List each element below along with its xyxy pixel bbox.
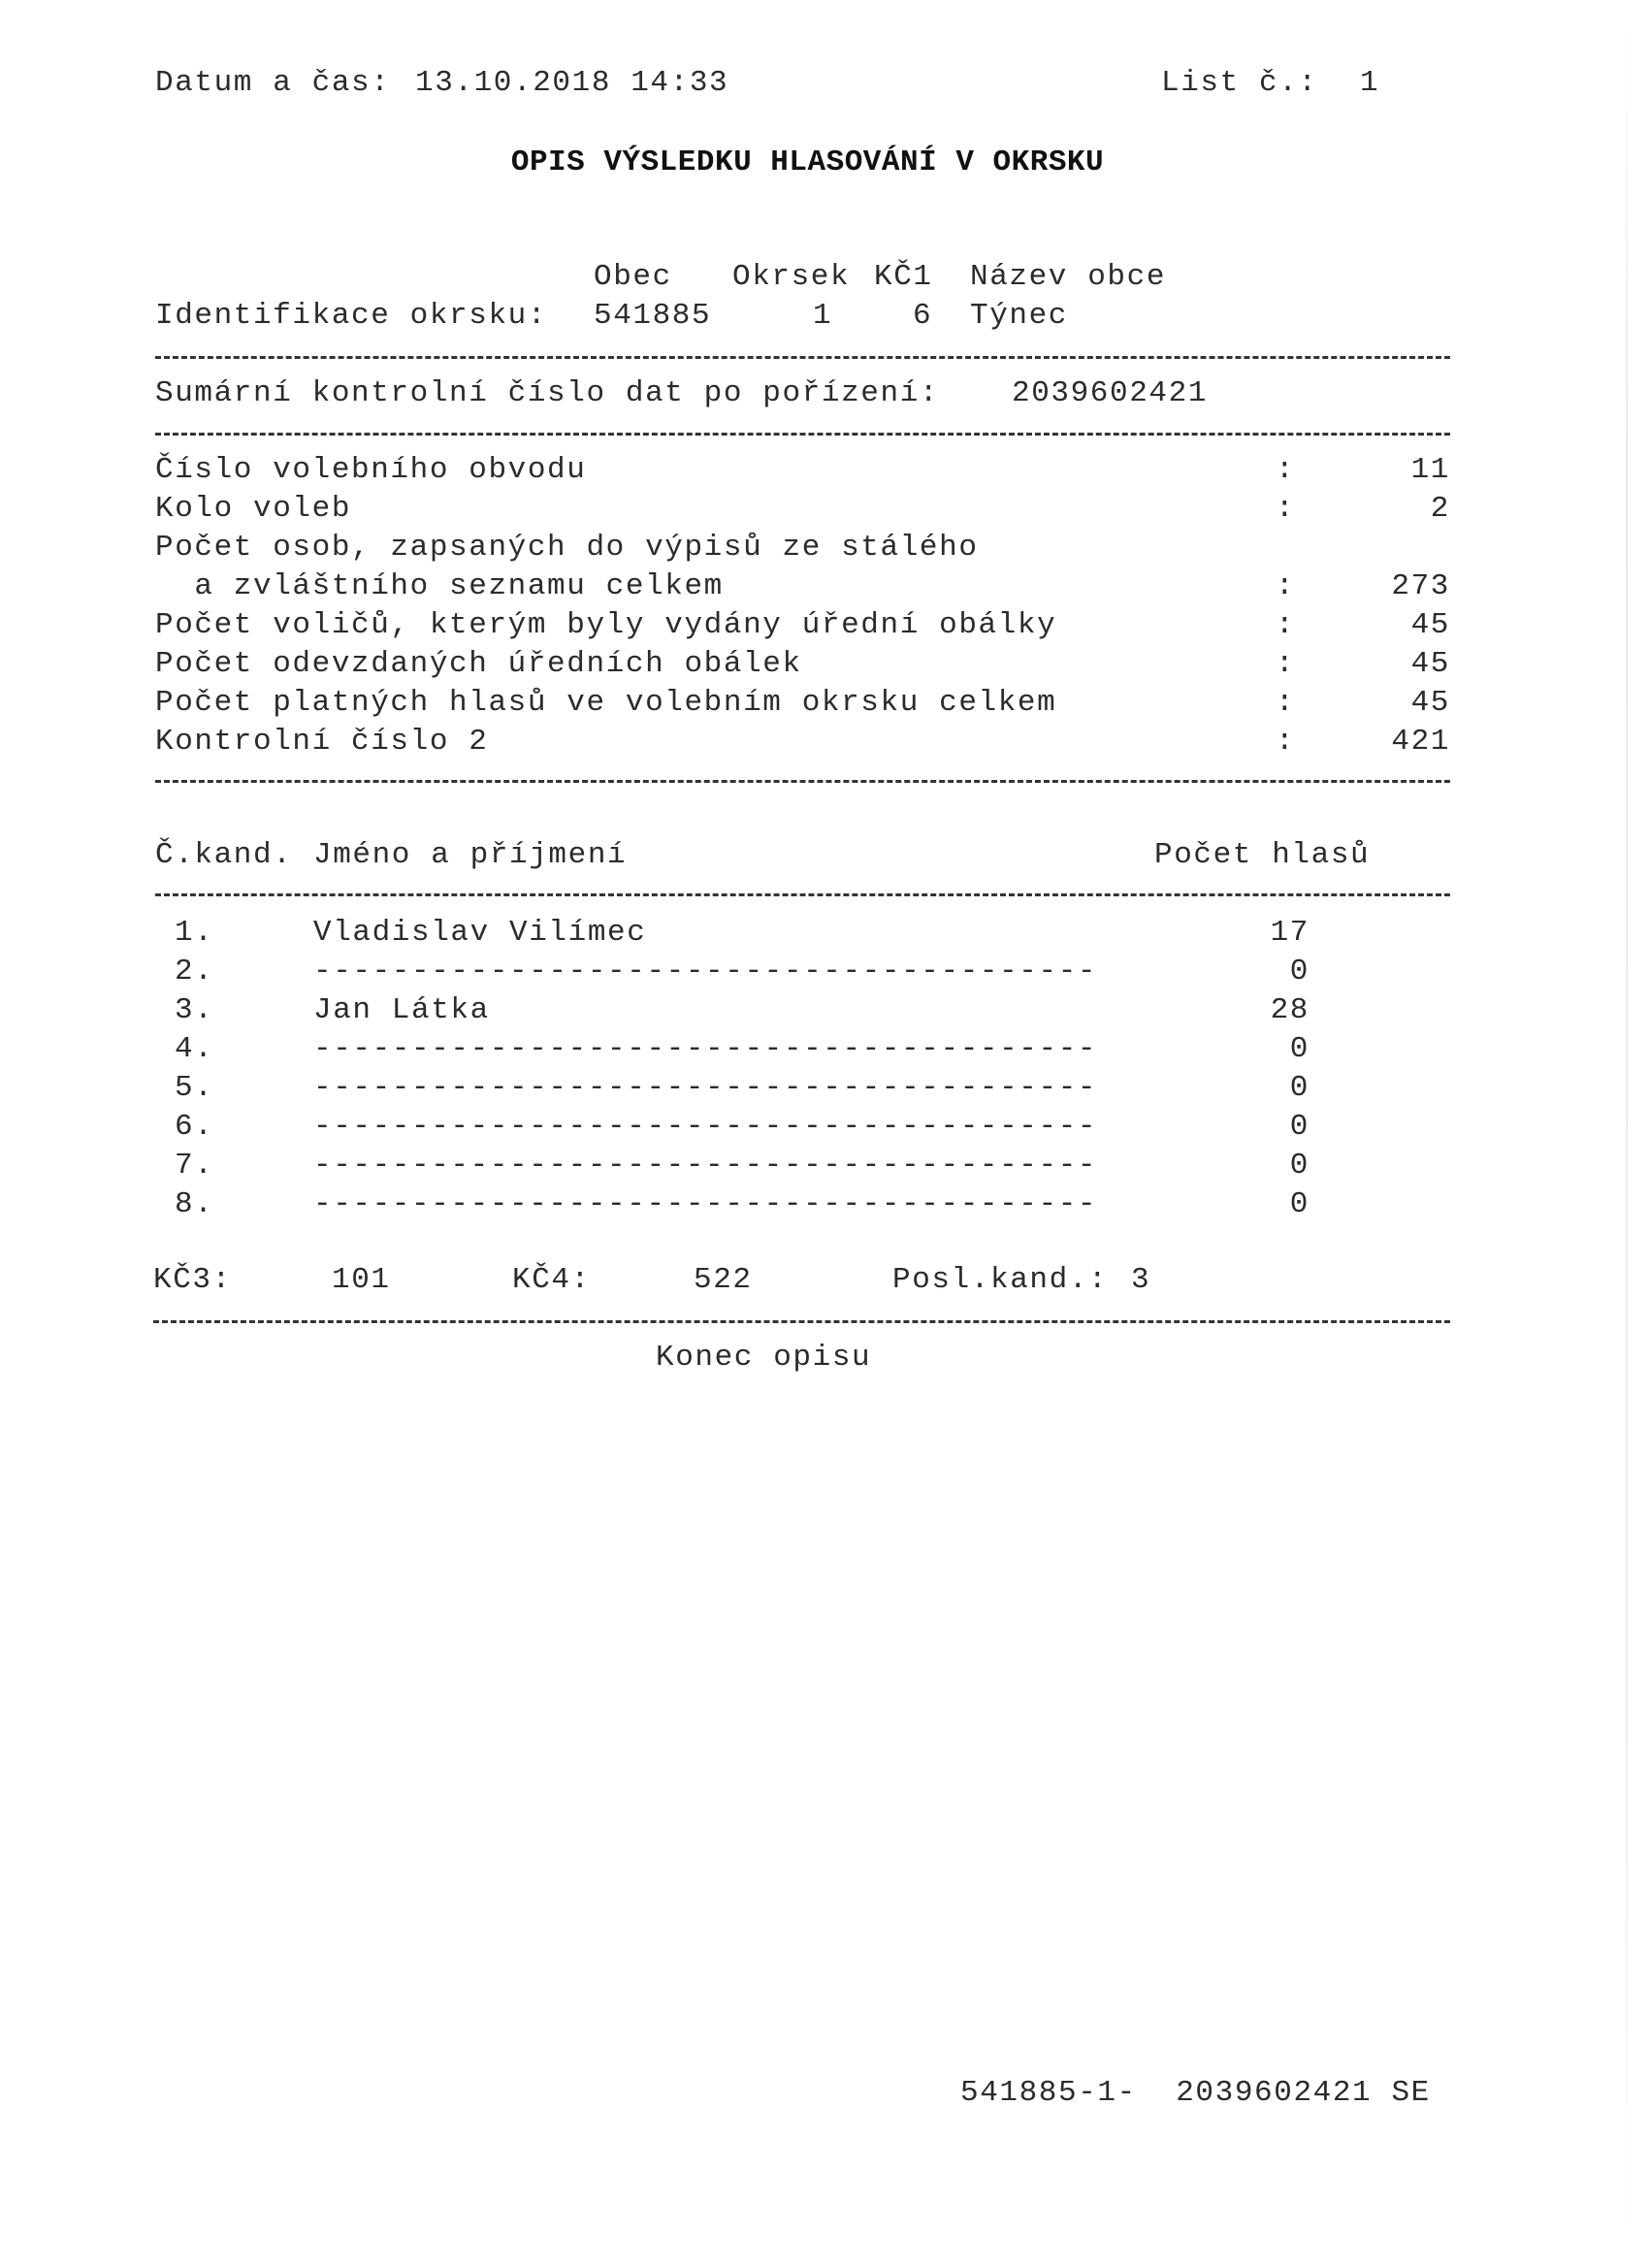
candidate-number: 8. <box>175 1187 214 1221</box>
candidates-col-number: Č.kand. <box>155 838 293 872</box>
stat-colon: : <box>1276 492 1296 526</box>
candidate-number: 2. <box>175 955 214 988</box>
stat-colon: : <box>1276 647 1296 681</box>
stat-label: Kolo voleb <box>155 492 352 526</box>
stat-label: Počet platných hlasů ve volebním okrsku celkem <box>155 686 1057 720</box>
scan-edge <box>1626 0 1628 2268</box>
id-col-kc1: KČ1 <box>874 260 933 294</box>
candidate-votes: 17 <box>1270 916 1310 950</box>
document-title: OPIS VÝSLEDKU HLASOVÁNÍ V OKRSKU <box>510 146 1105 179</box>
candidate-number: 3. <box>175 993 214 1027</box>
candidates-col-votes: Počet hlasů <box>1154 838 1371 872</box>
last-candidate-label: Posl.kand.: <box>892 1263 1109 1297</box>
candidate-name: ---------------------------------------- <box>313 1149 1098 1183</box>
candidate-number: 7. <box>175 1149 214 1183</box>
id-obec: 541885 <box>594 299 712 333</box>
checksum-label: Sumární kontrolní číslo dat po pořízení: <box>155 376 940 410</box>
candidate-name: Jan Látka <box>313 993 490 1027</box>
kc3-label: KČ3: <box>153 1263 232 1297</box>
stat-colon: : <box>1276 569 1296 603</box>
candidate-number: 4. <box>175 1032 214 1066</box>
candidate-number: 5. <box>175 1071 214 1105</box>
separator-line <box>155 780 1450 783</box>
datetime-label: Datum a čas: <box>155 66 391 100</box>
candidate-votes: 28 <box>1270 993 1310 1027</box>
stat-value: 421 <box>1391 725 1450 759</box>
stat-value: 45 <box>1410 608 1450 642</box>
candidate-votes: 0 <box>1289 1149 1310 1183</box>
stat-value: 45 <box>1410 686 1450 720</box>
candidate-name: ---------------------------------------- <box>313 1187 1098 1221</box>
id-col-obec: Obec <box>594 260 672 294</box>
page-code: 541885-1- 2039602421 SE <box>960 2076 1431 2110</box>
stat-label: Počet osob, zapsaných do výpisů ze stálého <box>155 531 979 565</box>
stat-label: Číslo volebního obvodu <box>155 453 587 487</box>
id-nazev: Týnec <box>970 299 1069 333</box>
separator-line <box>155 893 1450 896</box>
kc4-label: KČ4: <box>512 1263 591 1297</box>
checksum-value: 2039602421 <box>1012 376 1209 410</box>
last-candidate-value: 3 <box>1131 1263 1151 1297</box>
separator-line <box>155 433 1450 436</box>
id-col-okrsek: Okrsek <box>732 260 851 294</box>
stat-label: Kontrolní číslo 2 <box>155 725 489 759</box>
separator-line <box>155 356 1450 359</box>
stat-colon: : <box>1276 453 1296 487</box>
separator-line <box>153 1320 1450 1323</box>
candidate-name: Vladislav Vilímec <box>313 916 647 950</box>
stat-label: Počet voličů, kterým byly vydány úřední obálky <box>155 608 1057 642</box>
candidate-name: ---------------------------------------- <box>313 1032 1098 1066</box>
id-col-nazev: Název obce <box>970 260 1167 294</box>
id-kc1: 6 <box>913 299 933 333</box>
candidate-name: ---------------------------------------- <box>313 955 1098 988</box>
stat-label: a zvláštního seznamu celkem <box>155 569 724 603</box>
stat-value: 45 <box>1410 647 1450 681</box>
candidate-votes: 0 <box>1289 1187 1310 1221</box>
stat-label: Počet odevzdaných úředních obálek <box>155 647 802 681</box>
datetime-value: 13.10.2018 14:33 <box>415 66 729 100</box>
kc3-value: 101 <box>332 1263 391 1297</box>
sheet-number: 1 <box>1360 66 1380 100</box>
end-of-transcript: Konec opisu <box>656 1341 872 1375</box>
stat-value: 11 <box>1410 453 1450 487</box>
stat-colon: : <box>1276 608 1296 642</box>
candidate-name: ---------------------------------------- <box>313 1071 1098 1105</box>
stat-value: 273 <box>1391 569 1450 603</box>
sheet-label: List č.: <box>1161 66 1318 100</box>
candidate-votes: 0 <box>1289 955 1310 988</box>
stat-colon: : <box>1276 725 1296 759</box>
candidate-name: ---------------------------------------- <box>313 1110 1098 1144</box>
candidate-votes: 0 <box>1289 1032 1310 1066</box>
candidate-number: 6. <box>175 1110 214 1144</box>
candidate-number: 1. <box>175 916 214 950</box>
candidate-votes: 0 <box>1289 1071 1310 1105</box>
kc4-value: 522 <box>694 1263 753 1297</box>
id-okrsek: 1 <box>813 299 833 333</box>
stat-value: 2 <box>1430 492 1450 526</box>
id-label: Identifikace okrsku: <box>155 299 548 333</box>
candidates-col-name: Jméno a příjmení <box>313 838 628 872</box>
stat-colon: : <box>1276 686 1296 720</box>
candidate-votes: 0 <box>1289 1110 1310 1144</box>
